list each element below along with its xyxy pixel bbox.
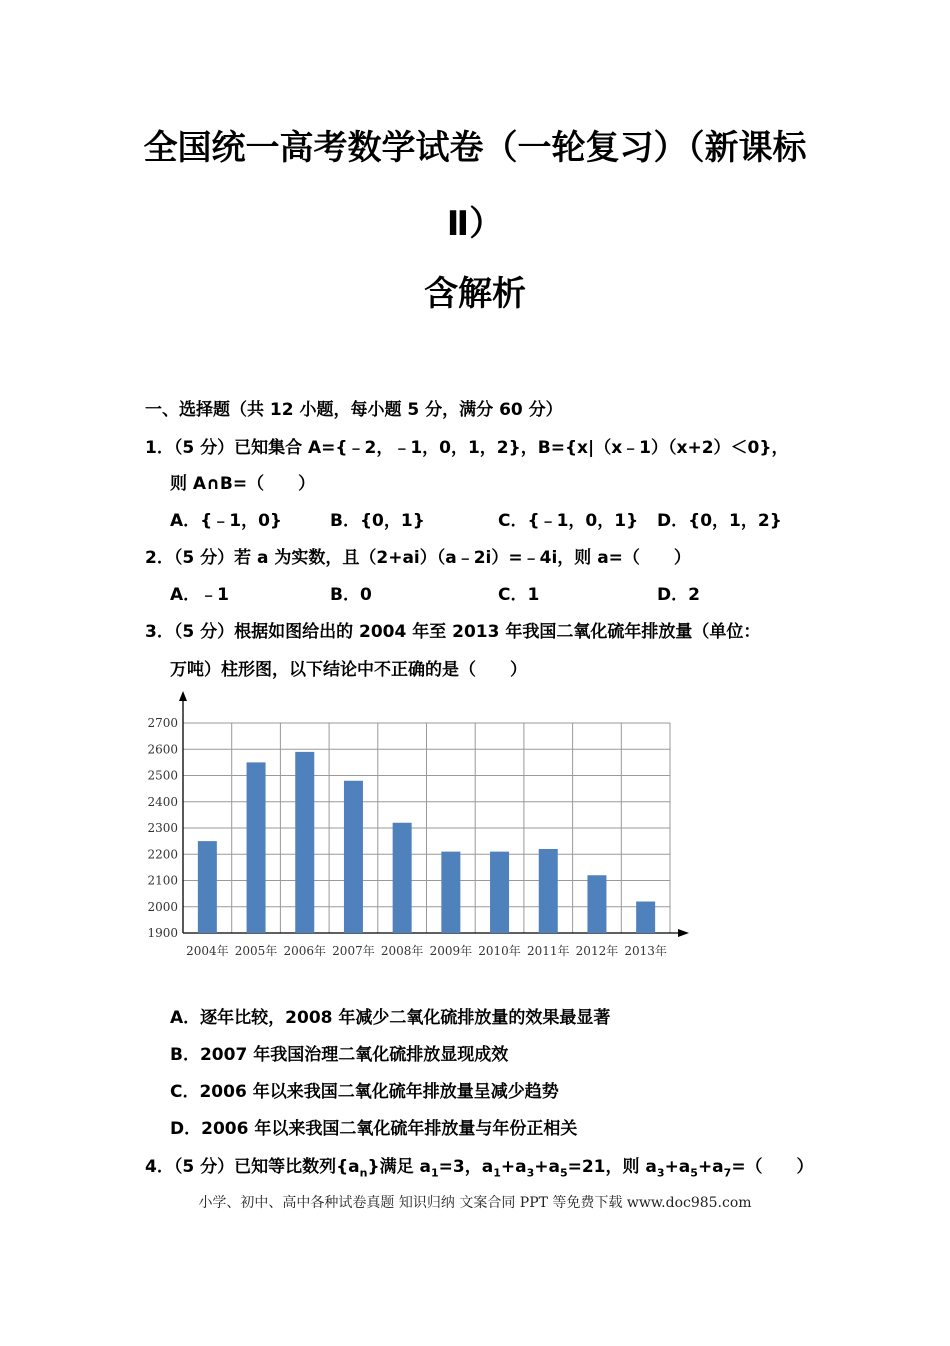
x-tick-label: 2013年 xyxy=(624,944,667,958)
bar xyxy=(587,875,606,933)
bar xyxy=(393,823,412,933)
emission-bar-chart xyxy=(140,685,700,970)
doc-title-line3: 含解析 xyxy=(424,274,526,314)
y-tick-label: 2500 xyxy=(147,768,178,783)
x-tick-label: 2012年 xyxy=(575,944,619,958)
bar xyxy=(247,762,266,933)
q2-option-d: D．2 xyxy=(657,585,700,605)
y-tick-label: 2000 xyxy=(147,899,178,914)
bar xyxy=(198,841,217,933)
x-axis-arrow xyxy=(678,929,689,937)
y-tick-label: 2400 xyxy=(147,794,178,809)
q3-option-c: C．2006 年以来我国二氧化硫年排放量呈减少趋势 xyxy=(170,1082,559,1102)
q3-option-d: D．2006 年以来我国二氧化硫年排放量与年份正相关 xyxy=(170,1119,578,1139)
q1-line2: 则 A∩B=（ ） xyxy=(170,474,316,494)
bar xyxy=(636,902,655,934)
x-tick-label: 2005年 xyxy=(234,944,278,958)
y-tick-label: 2200 xyxy=(147,847,178,862)
q3-option-b: B．2007 年我国治理二氧化硫排放显现成效 xyxy=(170,1045,509,1065)
y-tick-label: 2100 xyxy=(147,873,178,888)
q2-option-b: B．0 xyxy=(330,585,372,605)
q2-option-a: A．﹣1 xyxy=(170,585,229,605)
q1-line1: 1．（5 分）已知集合 A={﹣2，﹣1，0，1，2}，B={x|（x﹣1）（x+2）＜0}， xyxy=(145,438,789,458)
section-heading: 一、选择题（共 12 小题，每小题 5 分，满分 60 分） xyxy=(145,400,563,420)
q1-option-a: A．{﹣1，0} xyxy=(170,511,283,531)
q1-option-b: B．{0，1} xyxy=(330,511,425,531)
bar xyxy=(344,781,363,933)
x-tick-label: 2010年 xyxy=(478,944,521,958)
q3-line1: 3．（5 分）根据如图给出的 2004 年至 2013 年我国二氧化硫年排放量（单位： xyxy=(145,622,761,642)
x-tick-label: 2011年 xyxy=(526,944,570,958)
bar xyxy=(441,852,460,933)
q4-line1: 4．（5 分）已知等比数列$\{a_n\}$满足 $a_1=3$，$a_1+a_3+a_5=21$，则 $a_3+a_5+a_7=$（ ） xyxy=(145,1157,814,1180)
q2-line1: 2．（5 分）若 a 为实数，且（2+ai）（a﹣2i）=﹣4i，则 a=（ ） xyxy=(145,548,691,568)
x-tick-label: 2009年 xyxy=(429,944,473,958)
bar xyxy=(539,849,558,933)
y-tick-label: 1900 xyxy=(147,926,178,940)
y-tick-label: 2600 xyxy=(147,742,178,757)
doc-title-line1: 全国统一高考数学试卷（一轮复习）（新课标 xyxy=(143,128,807,168)
q3-line2: 万吨）柱形图，以下结论中不正确的是（ ） xyxy=(170,660,527,680)
x-tick-label: 2006年 xyxy=(283,944,327,958)
x-tick-label: 2004年 xyxy=(186,944,229,958)
page-footer: 小学、初中、高中各种试卷真题 知识归纳 文案合同 PPT 等免费下载 www.doc985.com xyxy=(198,1195,752,1211)
doc-title-line2: Ⅱ） xyxy=(446,204,504,244)
y-tick-label: 2700 xyxy=(147,716,178,730)
y-axis-arrow xyxy=(179,691,187,701)
q1-option-d: D．{0，1，2} xyxy=(657,511,782,531)
q3-option-a: A．逐年比较，2008 年减少二氧化硫排放量的效果最显著 xyxy=(170,1008,611,1028)
q1-option-c: C．{﹣1，0，1} xyxy=(498,511,639,531)
q2-option-c: C．1 xyxy=(498,585,540,605)
x-tick-label: 2007年 xyxy=(332,944,375,958)
y-tick-label: 2300 xyxy=(147,821,178,835)
x-tick-label: 2008年 xyxy=(380,944,424,958)
bar xyxy=(490,852,509,933)
bar xyxy=(295,752,314,933)
